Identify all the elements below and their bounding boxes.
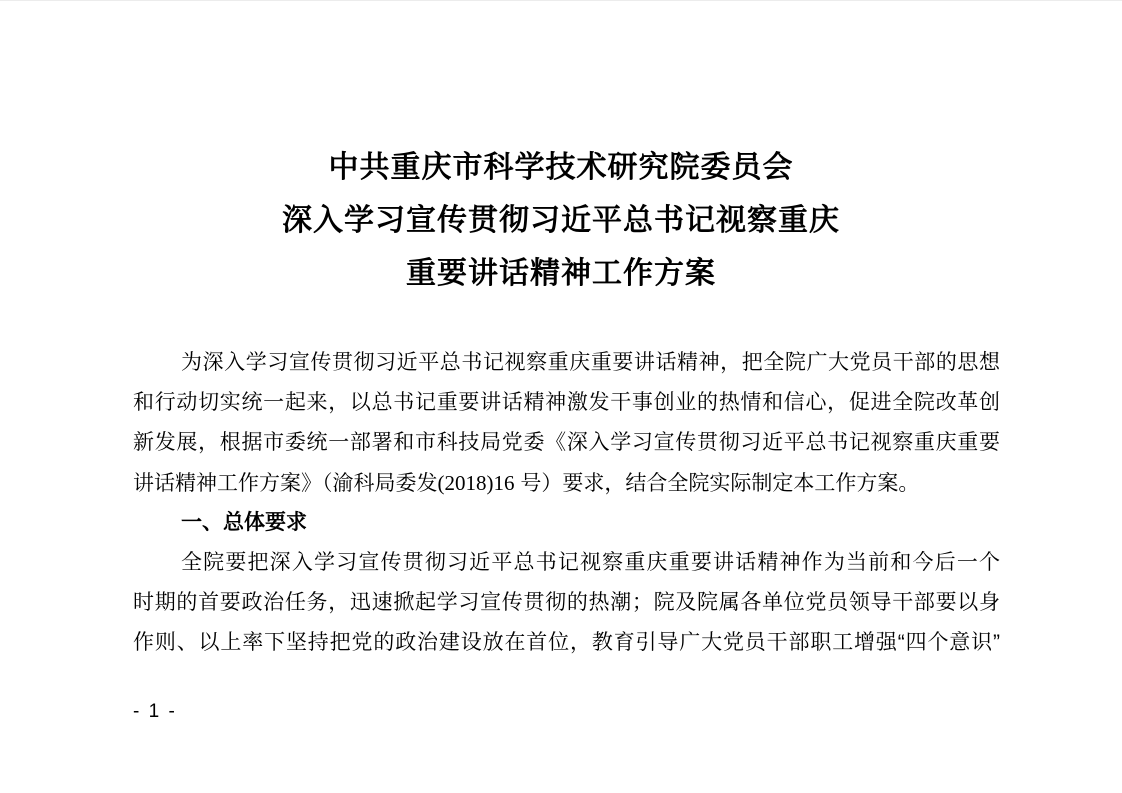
paragraph-1-line-1: 为深入学习宣传贯彻习近平总书记视察重庆重要讲话精神，把全院广大党员干部的思想 xyxy=(181,351,1000,374)
document-title-line-1: 中共重庆市科学技术研究院委员会 xyxy=(328,151,794,184)
paragraph-2-line-1: 全院要把深入学习宣传贯彻习近平总书记视察重庆重要讲话精神作为当前和今后一个 xyxy=(181,551,1000,574)
document-title xyxy=(0,141,1122,300)
paragraph-1-line-4-tail: 号）要求，结合全院实际制定本工作方案。 xyxy=(514,472,920,495)
paragraph-1-line-4-text: 讲话精神工作方案》（渝科局委发 xyxy=(133,472,438,495)
document-body xyxy=(133,343,1000,663)
document-title-line-2: 深入学习宣传贯彻习近平总书记视察重庆 xyxy=(282,204,840,237)
document-number: (2018)16 xyxy=(437,471,515,495)
paragraph-1-line-2: 和行动切实统一起来，以总书记重要讲话精神激发干事创业的热情和信心，促进全院改革创 xyxy=(133,391,1000,414)
paragraph-1-line-3: 新发展，根据市委统一部署和市科技局党委《深入学习宣传贯彻习近平总书记视察重庆重要 xyxy=(133,431,1000,454)
document-title-line-3: 重要讲话精神工作方案 xyxy=(406,257,716,290)
paragraph-2-line-2: 时期的首要政治任务，迅速掀起学习宣传贯彻的热潮；院及院属各单位党员领导干部要以身 xyxy=(133,591,1000,614)
paragraph-1-line-4 xyxy=(133,463,1000,503)
section-1-heading: 一、总体要求 xyxy=(181,511,307,534)
page-number: - 1 - xyxy=(133,701,177,722)
paragraph-2-line-3: 作则、以上率下坚持把党的政治建设放在首位，教育引导广大党员干部职工增强“四个意识” xyxy=(133,631,1000,654)
